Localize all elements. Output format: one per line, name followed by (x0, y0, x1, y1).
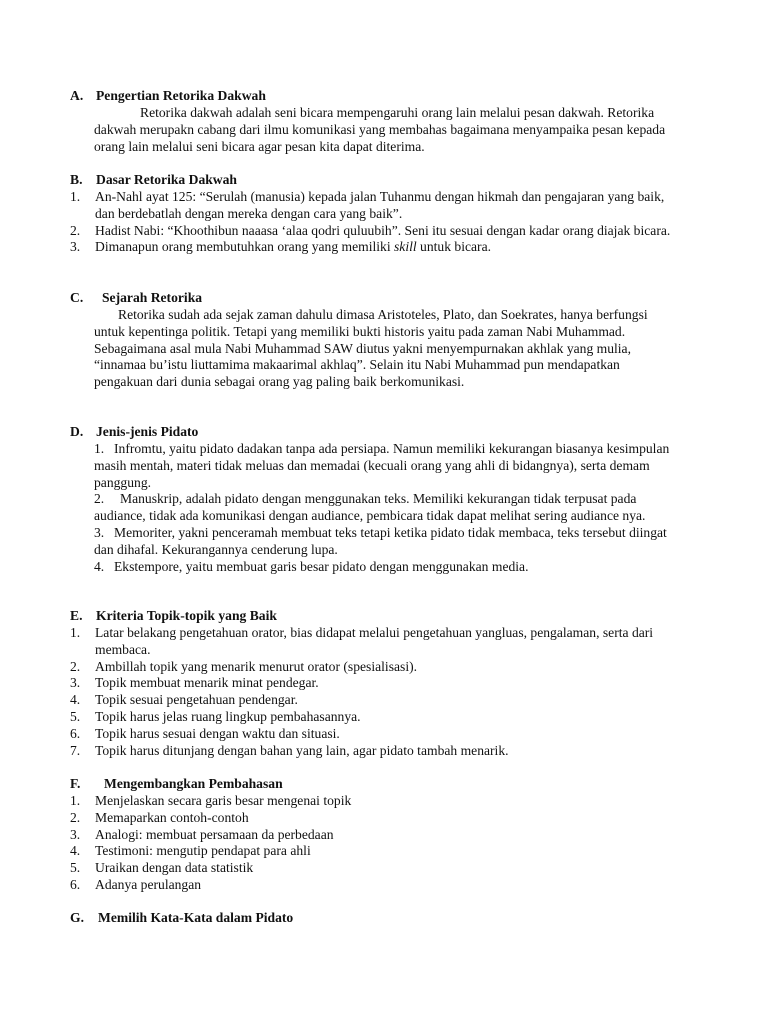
item-number: 5. (70, 860, 81, 876)
section-title: Dasar Retorika Dakwah (96, 172, 237, 187)
list-item (0, 709, 768, 726)
section-title: Kriteria Topik-topik yang Baik (96, 608, 277, 623)
item-text: Memoriter, yakni penceramah membuat teks tetapi ketika pidato tidak membaca, teks tersebut diingat dan dihafal. Kekurangannya cenderung lupa. (94, 524, 667, 557)
section-c (0, 290, 768, 391)
item-text: Analogi: membuat persamaan da perbedaan (95, 826, 334, 842)
item-number: 1. (70, 625, 81, 640)
section-letter: D. (70, 424, 84, 439)
section-letter: B. (70, 172, 83, 187)
section-b (0, 172, 768, 256)
section-heading (0, 424, 768, 441)
item-number: 6. (70, 876, 81, 892)
item-text: Testimoni: mengutip pendapat para ahli (95, 843, 311, 859)
item-number: 4. (94, 558, 105, 574)
section-f (0, 776, 768, 894)
list-item (0, 692, 768, 709)
item-text: Ambillah topik yang menarik menurut orator (spesialisasi). (95, 658, 418, 674)
item-number: 4. (70, 692, 81, 708)
item-number: 3. (70, 675, 81, 691)
list-item (94, 559, 680, 576)
item-text: Infromtu, yaitu pidato dadakan tanpa ada persiapa. Namun memiliki kekurangan biasanya kesimpulan masih mentah, materi tidak meluas dan memadai (kecuali orang yang ahli di bidangnya), serta demam panggung. (94, 441, 670, 490)
item-number: 2. (70, 222, 81, 238)
item-text: Topik sesuai pengetahuan pendengar. (95, 692, 298, 708)
section-title: Mengembangkan Pembahasan (104, 776, 283, 791)
section-heading (0, 910, 768, 927)
item-number: 3. (70, 239, 81, 255)
section-title: Memilih Kata-Kata dalam Pidato (98, 910, 294, 925)
list-item (0, 843, 768, 860)
item-number: 3. (70, 826, 81, 842)
section-title: Jenis-jenis Pidato (96, 424, 199, 439)
item-number: 6. (70, 725, 81, 741)
section-title: Pengertian Retorika Dakwah (96, 88, 266, 103)
list-item (0, 743, 768, 760)
list-item (94, 491, 680, 525)
section-paragraph: Retorika sudah ada sejak zaman dahulu dimasa Aristoteles, Plato, dan Soekrates, hanya berfungsi untuk kepentinga politik. Tetapi yang memiliki bukti historis yaitu pada zaman Nabi Muhammad. Sebagaimana asal mula Nabi Muhammad SAW diutus yakni menyempurnakan akhlak yang mulia, “innamaa bu’istu liuttamima makaarimal akhlaq”. Selain itu Nabi Muhammad pun mendapatkan pengakuan dari dunia sebagai orang yag paling baik berkomunikasi. (94, 307, 648, 390)
item-number: 1. (94, 441, 105, 456)
list-item (94, 441, 680, 491)
section-letter: E. (70, 608, 83, 623)
item-text: Ekstempore, yaitu membuat garis besar pidato dengan menggunakan media. (114, 558, 529, 574)
item-text: Topik harus sesuai dengan waktu dan situasi. (95, 725, 340, 741)
list-item (0, 860, 768, 877)
list-item (0, 659, 768, 676)
item-text: Topik harus ditunjang dengan bahan yang lain, agar pidato tambah menarik. (95, 742, 509, 758)
item-number: 1. (70, 793, 81, 808)
item-text-after: untuk bicara. (416, 239, 492, 255)
section-heading (0, 172, 768, 189)
item-text: Manuskrip, adalah pidato dengan menggunakan teks. Memiliki kekurangan tidak terpusat pada audiance, tidak ada komunikasi dengan audiance, pembicara tidak dapat melihat sering audiance nya. (94, 491, 646, 524)
section-paragraph: Retorika dakwah adalah seni bicara mempengaruhi orang lain melalui pesan dakwah. Retorika dakwah merupakn cabang dari ilmu komunikasi yang membahas bagaimana menyampaika pesan kepada orang lain melalui seni bicara agar pesan kita dapat diterima. (94, 105, 666, 154)
item-text (95, 239, 680, 256)
list-item (0, 675, 768, 692)
section-letter: C. (70, 290, 84, 305)
item-number: 1. (70, 189, 81, 204)
section-letter: A. (70, 88, 84, 103)
section-d (0, 424, 768, 575)
list-item (0, 810, 768, 827)
section-heading (0, 88, 768, 105)
section-a (0, 88, 768, 155)
item-number: 5. (70, 708, 81, 724)
list-item (0, 793, 768, 810)
list-item (0, 625, 768, 659)
item-text-italic: skill (394, 239, 417, 255)
item-text: Latar belakang pengetahuan orator, bias didapat melalui pengetahuan yangluas, pengalaman, serta dari membaca. (95, 625, 654, 657)
section-heading (0, 608, 768, 625)
item-text: Topik harus jelas ruang lingkup pembahasannya. (95, 708, 361, 724)
item-text: Hadist Nabi: “Khoothibun naaasa ‘alaa qodri quluubih”. Seni itu sesuai dengan kadar orang diajak bicara. (95, 222, 671, 238)
item-text: An-Nahl ayat 125: “Serulah (manusia) kepada jalan Tuhanmu dengan hikmah dan pengajaran yang baik, dan berdebatlah dengan mereka dengan cara yang baik”. (95, 189, 665, 221)
item-text: Topik membuat menarik minat pendegar. (95, 675, 319, 691)
section-heading (0, 776, 768, 793)
section-letter: F. (70, 776, 81, 791)
item-number: 2. (70, 658, 81, 674)
item-text: Memaparkan contoh-contoh (95, 809, 249, 825)
item-text: Menjelaskan secara garis besar mengenai topik (95, 793, 352, 808)
item-number: 3. (94, 524, 105, 540)
list-item (0, 877, 768, 894)
item-text: Uraikan dengan data statistik (95, 860, 254, 876)
section-heading (0, 290, 768, 307)
item-number: 2. (94, 491, 105, 507)
list-item (0, 189, 768, 223)
item-number: 7. (70, 742, 81, 758)
section-g (0, 910, 768, 927)
list-item (94, 525, 680, 559)
item-number: 4. (70, 843, 81, 859)
item-text-before: Dimanapun orang membutuhkan orang yang memiliki (95, 239, 394, 255)
section-letter: G. (70, 910, 84, 925)
section-title: Sejarah Retorika (102, 290, 203, 305)
list-item (0, 223, 768, 240)
list-item (0, 827, 768, 844)
list-item (0, 239, 768, 256)
section-e (0, 608, 768, 759)
item-text: Adanya perulangan (95, 876, 202, 892)
list-item (0, 726, 768, 743)
item-number: 2. (70, 809, 81, 825)
